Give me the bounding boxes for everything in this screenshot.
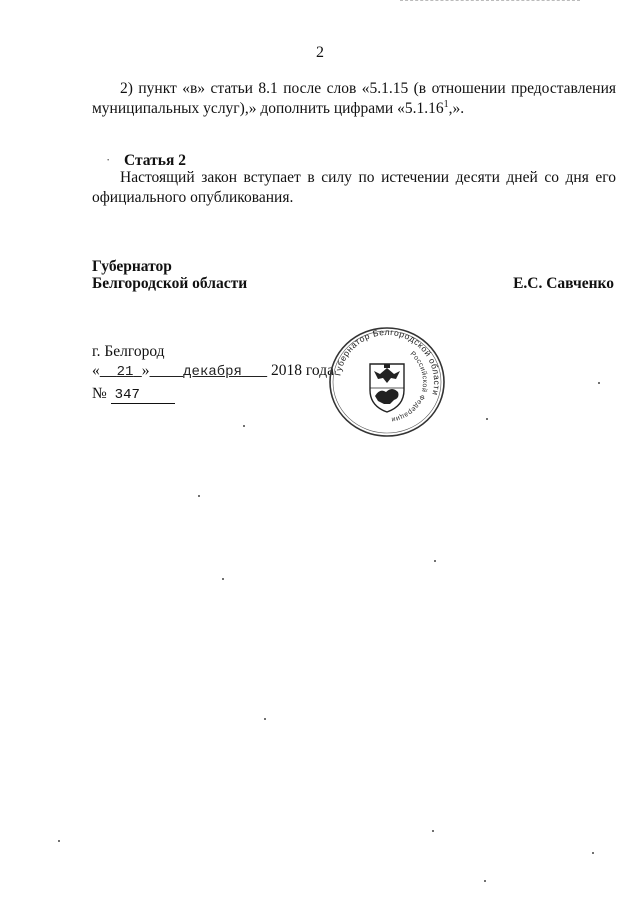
law-number — [92, 385, 175, 404]
scan-speck — [592, 852, 594, 854]
scan-speck — [264, 718, 266, 720]
scan-speck — [598, 382, 600, 384]
date-open-quote: « — [92, 362, 100, 379]
scan-speck — [484, 880, 486, 882]
official-seal-stamp — [328, 326, 446, 438]
number-label: № — [92, 385, 107, 402]
number-value: 347 — [111, 387, 175, 404]
amendment-superscript: 1 — [443, 98, 449, 110]
scan-speck — [434, 560, 436, 562]
scan-speck — [58, 840, 60, 842]
scan-speck — [486, 418, 488, 420]
date-day: 21 — [116, 364, 134, 380]
stray-dot-mark: · — [106, 152, 111, 167]
amendment-text: 2) пункт «в» статьи 8.1 после слов «5.1.15 (в отношении предоставления муниципальных услуг),» дополнить цифрами «5.1.16 — [92, 80, 616, 117]
article-heading: Статья 2 — [124, 152, 186, 169]
scan-speck — [243, 425, 245, 427]
page-number: 2 — [316, 44, 324, 61]
date-of-signing — [92, 362, 334, 380]
signatory-title: Губернатор — [92, 258, 172, 275]
signatory-region: Белгородской области — [92, 275, 248, 292]
scan-speck — [198, 495, 200, 497]
scan-edge-mark — [400, 0, 580, 2]
date-month: декабря — [183, 364, 242, 380]
scan-speck — [222, 578, 224, 580]
date-year: 2018 года — [271, 362, 334, 379]
scan-speck — [432, 830, 434, 832]
article-text: Настоящий закон вступает в силу по истечении десяти дней со дня его официального опубликования. — [92, 169, 616, 206]
coat-of-arms-icon — [370, 364, 404, 412]
signatory-name: Е.С. Савченко — [513, 275, 614, 292]
amendment-paragraph — [92, 79, 616, 119]
seal-inner-text: Российской Федерации — [390, 350, 429, 423]
place-of-signing: г. Белгород — [92, 343, 165, 360]
date-close-quote: » — [141, 362, 150, 379]
amendment-text-end: ,». — [448, 100, 465, 117]
seal-outer-text: Губернатор Белгородской области — [332, 326, 443, 397]
